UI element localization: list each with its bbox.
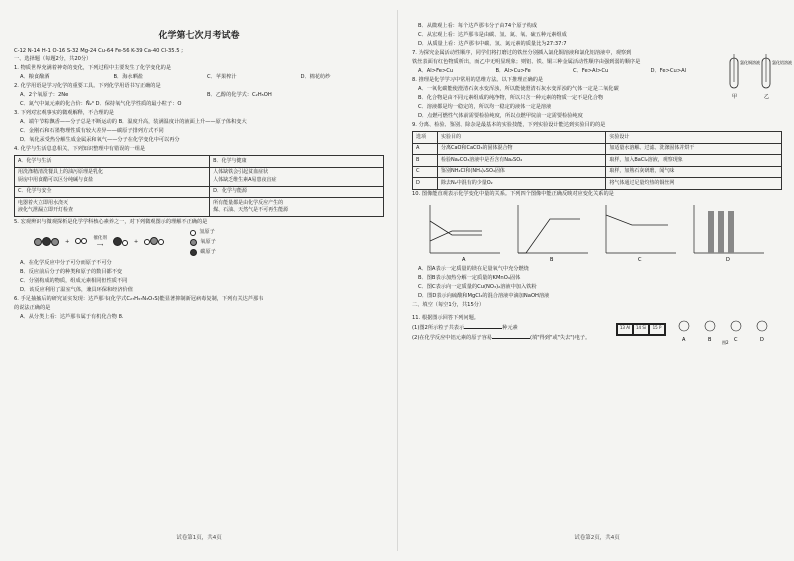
question-8-option-b: B．化合物是由不同元素组成的纯净物，所以只含一种元素的物质一定不是化合物 xyxy=(418,95,604,102)
option: B．乙醇的化学式：C₂H₅OH xyxy=(207,92,272,99)
question-3-option-d: D．氧化汞受热分解生成金属汞和氧气——分子在化学变化中可以再分 xyxy=(20,137,180,144)
question-6-option-a: A．从分类上看：达芦那韦属于有机化合物 8. xyxy=(20,313,124,320)
molecule-co2 xyxy=(34,237,59,250)
question-8-option-c: C．溶液都是均一稳定的，所以均一稳定的液体一定是溶液 xyxy=(418,104,552,111)
tube-label: 氯化铝溶液 xyxy=(772,60,792,65)
question-10-option-d: D．图D表示向硫酸和MgCl₂的混合溶液中滴加NaOH溶液 xyxy=(418,293,550,300)
column-header: 实验设计 xyxy=(606,132,782,144)
table-cell: B xyxy=(413,155,438,167)
question-6-continued: 的说法正确的是 xyxy=(14,304,51,311)
table-cell: B．化学与健康 xyxy=(210,156,384,168)
question-5-option-d: D．该反应利用了温室气体，兼具环保和经济价值 xyxy=(20,286,133,293)
section-2-heading: 二、填空（每空1分，共15分） xyxy=(412,302,485,309)
question-5: 5. 宏观辨识与微观探析是化学学科核心素养之一，对下列微观图示的理解不正确的是 xyxy=(14,218,208,225)
page-divider xyxy=(397,10,398,551)
table-row xyxy=(413,178,782,190)
answer-blank[interactable] xyxy=(492,334,530,339)
exam-page-2 xyxy=(412,22,792,542)
atomic-masses: C-12 N-14 H-1 O-16 S-32 Mg-24 Cu-64 Fe-56 K-39 Ca-40 Cl-35.5 ; xyxy=(14,47,183,54)
plus-sign: + xyxy=(133,239,139,246)
exam-title: 化学第七次月考试卷 xyxy=(158,31,240,41)
table-cell: D xyxy=(413,178,438,190)
question-5-option-c: C．分别构成的物质，组成元素相同但性质不同 xyxy=(20,277,128,284)
graph-a xyxy=(422,201,504,263)
tube-name: 甲 xyxy=(732,94,738,100)
question-6-option-b: B．从微观上看：每个达芦那韦分子由74个原子构成 xyxy=(418,23,538,30)
graph-label: A xyxy=(462,257,466,264)
question-10-graphs xyxy=(422,201,782,263)
atom-label: A xyxy=(682,337,686,344)
option: C．Fe>Al>Cu xyxy=(573,68,609,75)
graph-label: B xyxy=(550,257,554,264)
question-7: 7. 为探究金属活动性顺序，同学们将打磨过的铁丝分别插入氯化铜溶液和氯化铝溶液中，观察到 xyxy=(412,50,632,57)
question-7-options xyxy=(418,68,718,76)
molecule-h2 xyxy=(75,238,87,248)
column-header: 选项 xyxy=(413,132,438,144)
legend-item: 氧原子 xyxy=(190,239,216,247)
table-cell: 电器着火立即用水浇灭 液化气泄漏立即开灯检查 xyxy=(15,198,210,217)
question-8-option-a: A．一氧化碳能使澄清石灰水变浑浊，所以能使澄清石灰水变浑浊的气体一定是二氧化碳 xyxy=(418,86,619,93)
question-11-block xyxy=(412,314,782,344)
table-cell: 取样，加入BaCl₂溶液，观察现象 xyxy=(606,155,782,167)
tube-label: 氯化铜溶液 xyxy=(740,60,760,65)
table-cell: A xyxy=(413,143,438,155)
element-cell: 13 Al xyxy=(617,324,633,335)
figure-label: 图2 xyxy=(722,340,729,346)
table-cell: 用洗涤精清洗餐具上的油污原理是乳化 厨房中用食醋可以区分纯碱与食盐 xyxy=(15,167,210,186)
question-11: 11. 根据图示回答下列问题。 xyxy=(412,315,479,322)
question-10-option-c: C．图C表示向一定质量的Cu(NO₃)₂溶液中加入铁粉 xyxy=(418,284,537,291)
section-1-heading: 一、选择题（每题2分，共20分） xyxy=(14,56,92,63)
table-cell: 加适量水溶解、过滤、洗涤固体并烘干 xyxy=(606,143,782,155)
table-row xyxy=(15,167,384,186)
question-3-option-ab: A．端午节粽飘香——分子总是不断运动的 B．温度升高，装满温度计的液面上升——原子体积变大 xyxy=(20,119,247,126)
question-3: 3. 下列对宏观事实的微观解释，不合理的是 xyxy=(14,110,114,117)
question-1-options xyxy=(20,74,384,82)
table-row xyxy=(15,156,384,168)
legend-item: 氢原子 xyxy=(190,229,216,237)
question-2-options xyxy=(20,92,384,100)
table-row xyxy=(15,198,384,217)
option: A．2个氧原子：2Ne xyxy=(20,92,69,99)
graph-label: C xyxy=(638,257,642,264)
periodic-table-fragment xyxy=(616,323,666,336)
table-row xyxy=(413,143,782,155)
table-cell: 除去N₂中混有的少量O₂ xyxy=(438,178,606,190)
question-2: 2. 化学用语是学习化学的重要工具。下列化学用语书写正确的是 xyxy=(14,83,161,90)
graph-label: D xyxy=(726,257,730,264)
table-cell: 所有能量都是由化学反应产生的 煤、石油、天然气是不可再生能源 xyxy=(210,198,384,217)
question-3-option-c: C．金刚石和石墨物理性质有较大差异——碳原子排列方式不同 xyxy=(20,128,164,135)
table-cell: 鉴别NH₄Cl和(NH₄)₂SO₄固体 xyxy=(438,166,606,178)
exam-page-1 xyxy=(14,22,384,542)
option: D．棉花纺纱 xyxy=(300,74,331,81)
table-cell: C．化学与安全 xyxy=(15,186,210,198)
question-10: 10. 图像能直观表示化学变化中量的关系。下列四个图像中能正确反映对应变化关系的是 xyxy=(412,190,614,197)
question-10-option-b: B．图B表示加热分解一定质量的KMnO₄固体 xyxy=(418,275,521,282)
question-6-option-c: C．从宏观上看：达芦那韦是由碳、氢、氮、氧、硫五种元素组成 xyxy=(418,32,567,39)
option: B．Al>Cu>Fe xyxy=(495,68,531,75)
plus-sign: + xyxy=(65,239,70,246)
atom-legend xyxy=(190,229,216,256)
question-4-table xyxy=(14,155,384,217)
atom-label: C xyxy=(734,337,738,344)
table-row xyxy=(15,186,384,198)
molecule-product-1 xyxy=(113,237,128,250)
question-9: 9. 分离、检验、鉴别、除杂是最基本的实验技能，下列实验设计能达到实验目的的是 xyxy=(412,122,606,129)
table-cell: 人体缺铁会引起贫血症状 人体缺乏维生素A易患夜盲症 xyxy=(210,167,384,186)
option: A．Al>Fe>Cu xyxy=(418,68,454,75)
question-8-option-d: D．点燃可燃性气体前需要检验纯度，所以点燃甲烷前一定需要检验纯度 xyxy=(418,113,583,120)
page-footer: 试卷第1页，共4页 xyxy=(176,534,222,541)
table-row xyxy=(413,155,782,167)
table-row xyxy=(413,166,782,178)
question-10-option-a: A．图A表示一定质量的镁在足量氧气中充分燃烧 xyxy=(418,266,529,273)
question-6-option-d: D．从质量上看：达芦那韦中碳、氢、氮元素的质量比为27:37:7 xyxy=(418,41,567,48)
atom-label: B xyxy=(708,337,712,344)
legend-item: 碳原子 xyxy=(190,249,216,257)
answer-blank[interactable] xyxy=(464,324,502,329)
atom-label: D xyxy=(760,337,764,344)
table-cell: 检验Na₂CO₃溶液中是否含有Na₂SO₄ xyxy=(438,155,606,167)
option: D．Fe>Cu>Al xyxy=(650,68,687,75)
question-2-options-cd: C．氮气中氮元素的化合价：N̊₂⁰ D．保持氧气化学性质的最小粒子：O xyxy=(20,101,182,108)
table-cell: C xyxy=(413,166,438,178)
option: B．海水晒盐 xyxy=(113,74,143,81)
question-1: 1. 物质世界充满着神奇的变化，下列过程中主要发生了化学变化的是 xyxy=(14,65,172,72)
table-cell: A．化学与生活 xyxy=(15,156,210,168)
option: C．苹果榨汁 xyxy=(207,74,237,81)
molecule-product-2 xyxy=(144,237,164,249)
question-11-part-1: (1)图2所示粒子共表示 种元素 xyxy=(412,325,518,332)
table-cell: 将气体通过足量灼热的铜丝网 xyxy=(606,178,782,190)
table-cell: 分离CaO和CaCO₃的固体混合物 xyxy=(438,143,606,155)
page-footer: 试卷第2页，共4页 xyxy=(574,534,620,541)
test-tubes-figure xyxy=(722,54,792,102)
option: A．粮食酿酒 xyxy=(20,74,50,81)
tube-name: 乙 xyxy=(764,94,770,100)
table-header-row xyxy=(413,132,782,144)
table-cell: 取样，加熟石灰研磨，闻气味 xyxy=(606,166,782,178)
element-cell: 14 Si xyxy=(633,324,649,335)
question-9-table xyxy=(412,131,782,190)
question-7-continued: 铁丝表面有红色物质析出，而乙中无明显现象；则铝、铁、铜三种金属活动性顺序由强到弱的顺序是 xyxy=(412,59,641,66)
reaction-arrow: 催化剂 ⟶ xyxy=(93,236,107,248)
question-4: 4. 化学与生活息息相关，下列知识整理中有错误的一组是 xyxy=(14,146,146,153)
reaction-diagram xyxy=(34,229,384,256)
question-11-part-2: (2)在化学反应中铝元素的原子容易 (填"得到"或"失去")电子。 xyxy=(412,335,591,342)
graph-d xyxy=(686,201,768,263)
atom-structure-diagrams xyxy=(672,314,782,344)
graph-b xyxy=(510,201,592,263)
element-cell: 15 P xyxy=(649,324,665,335)
graph-c xyxy=(598,201,680,263)
column-header: 实验目的 xyxy=(438,132,606,144)
question-6: 6. 手足抽搐后的研究证实发现：达芦那韦(化学式C₂₇H₃₇N₃O₇S)能显著抑制新冠病毒复制，下列有关达芦那韦 xyxy=(14,295,264,302)
question-5-option-b: B．反应前后分子的种类和原子的数目都不变 xyxy=(20,268,123,275)
question-8: 8. 推理是化学学习中常用的思维方法。以下推理正确的是 xyxy=(412,77,544,84)
question-5-option-a: A．在化学反应中分子可分而原子不可分 xyxy=(20,259,112,266)
table-cell: D．化学与能源 xyxy=(210,186,384,198)
